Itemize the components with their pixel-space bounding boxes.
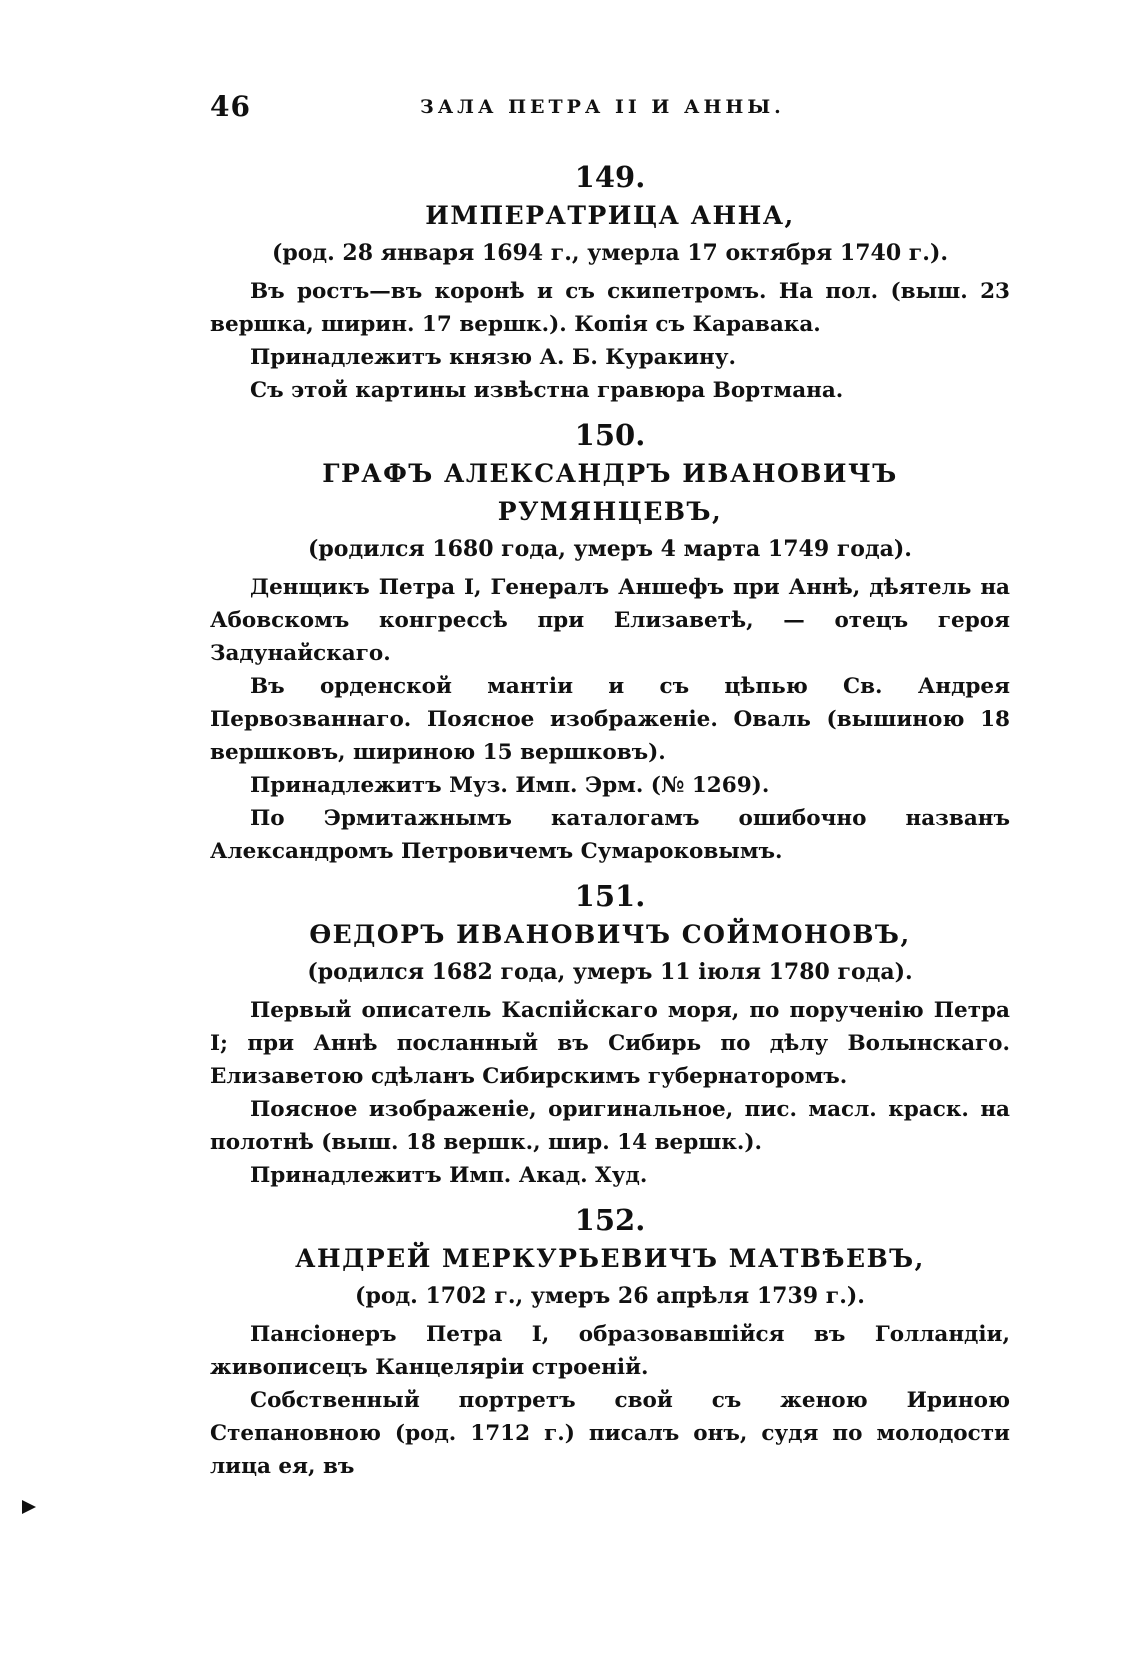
page-number: 46 xyxy=(210,90,251,123)
entry-paragraph: Денщикъ Петра I, Генералъ Аншефъ при Аннѣ, дѣятель на Абовскомъ конгрессѣ при Елизаветѣ, — отецъ героя Задунайскаго. xyxy=(210,575,1010,666)
entry-dates: (род. 1702 г., умеръ 26 апрѣля 1739 г.). xyxy=(355,1283,865,1309)
entry-paragraph: Первый описатель Каспійскаго моря, по порученію Петра I; при Аннѣ посланный въ Сибирь по дѣлу Волынскаго. Елизаветою сдѣланъ Сибирскимъ губернаторомъ. xyxy=(210,998,1010,1089)
entry-number: 149. xyxy=(574,160,646,194)
entry-number: 151. xyxy=(574,879,646,913)
entry-spacer xyxy=(210,407,1010,413)
entry-dates: (родился 1680 года, умеръ 4 марта 1749 года). xyxy=(308,536,912,562)
entry-paragraph: Принадлежитъ князю А. Б. Куракину. xyxy=(250,345,737,370)
entry-number: 150. xyxy=(574,418,646,452)
entry-paragraph: Поясное изображеніе, оригинальное, пис. масл. краск. на полотнѣ (выш. 18 вершк., шир. 14 вершк.). xyxy=(210,1097,1010,1155)
running-head xyxy=(210,90,1010,130)
entry-number: 152. xyxy=(574,1203,646,1237)
entry-paragraph: Съ этой картины извѣстна гравюра Вортмана. xyxy=(250,378,844,403)
catalog-entry-150 xyxy=(210,415,1010,868)
catalog-entry-149 xyxy=(210,157,1010,407)
entry-spacer xyxy=(210,1192,1010,1198)
entry-name: ГРАФЪ АЛЕКСАНДРЪ ИВАНОВИЧЪ РУМЯНЦЕВЪ, xyxy=(322,459,898,526)
entry-paragraph: Въ ростъ—въ коронѣ и съ скипетромъ. На пол. (выш. 23 вершка, ширин. 17 вершк.). Копія съ Каравака. xyxy=(210,279,1010,337)
entry-paragraph: Въ орденской мантіи и съ цѣпью Св. Андрея Первозваннаго. Поясное изображеніе. Оваль (вышиною 18 вершковъ, шириною 15 вершковъ). xyxy=(210,674,1010,765)
catalog-entry-151 xyxy=(210,876,1010,1192)
entry-paragraph: Собственный портретъ свой съ женою Ириною Степановною (род. 1712 г.) писалъ онъ, судя по молодости лица ея, въ xyxy=(210,1388,1010,1479)
running-title: ЗАЛА ПЕТРА II И АННЫ. xyxy=(420,96,785,118)
entry-paragraph: Принадлежитъ Муз. Имп. Эрм. (№ 1269). xyxy=(250,773,770,798)
entry-paragraph: По Эрмитажнымъ каталогамъ ошибочно названъ Александромъ Петровичемъ Сумароковымъ. xyxy=(210,806,1010,864)
entry-name: ѲЕДОРЪ ИВАНОВИЧЪ СОЙМОНОВЪ, xyxy=(309,920,911,949)
entry-paragraph: Пансіонеръ Петра I, образовавшійся въ Голландіи, живописецъ Канцеляріи строеній. xyxy=(210,1322,1010,1380)
entry-name: ИМПЕРАТРИЦА АННА, xyxy=(425,201,795,230)
entry-paragraph: Принадлежитъ Имп. Акад. Худ. xyxy=(250,1163,648,1188)
entry-dates: (родился 1682 года, умеръ 11 іюля 1780 года). xyxy=(307,959,913,985)
entry-dates: (род. 28 января 1694 г., умерла 17 октября 1740 г.). xyxy=(271,240,949,266)
margin-arrow-icon xyxy=(22,1500,36,1514)
entry-spacer xyxy=(210,868,1010,874)
catalog-content xyxy=(210,155,1010,1483)
catalog-entry-152 xyxy=(210,1200,1010,1483)
entry-name: АНДРЕЙ МЕРКУРЬЕВИЧЪ МАТВѢЕВЪ, xyxy=(295,1244,925,1273)
